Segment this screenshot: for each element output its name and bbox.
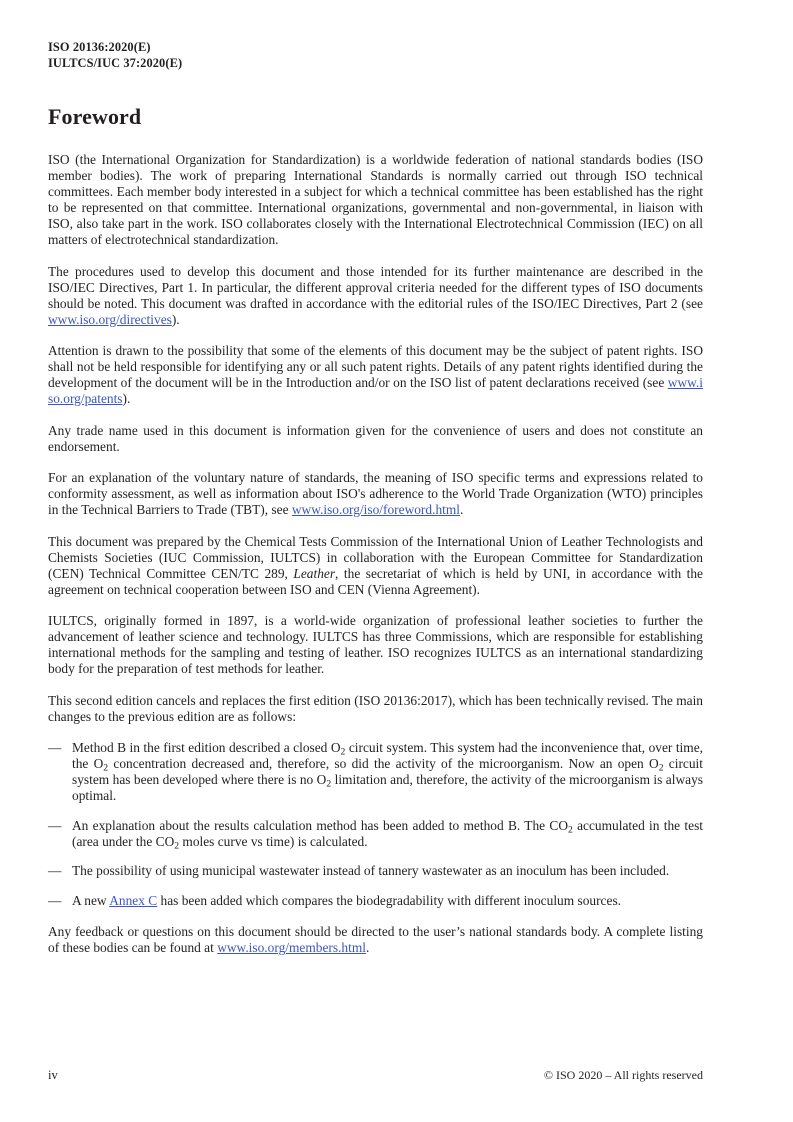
document-header [48,40,708,71]
changes-list [48,740,703,909]
paragraph-patent-rights [48,343,703,407]
paragraph-patent-rights-tail: ). [122,391,131,406]
paragraph-preparation-committee-tail: , the secretariat of which is held by UNI, in accordance with the agreement on technical cooperation between ISO and CEN (Vienna Agreement). [48,565,703,597]
em-dash-bullet-icon: — [48,863,62,878]
page-number: iv [48,1068,58,1082]
change-item-1-s1: Method B in the first edition described a closed O [72,740,341,755]
document-body [48,104,703,956]
change-item-2-s1: An explanation about the results calculation method has been added to method B. The CO [72,817,568,833]
paragraph-voluntary-nature [48,470,703,518]
paragraph-feedback-tail: . [365,940,370,955]
paragraph-iso-description: ISO (the International Organization for Standardization) is a worldwide federation of national standards bodies (ISO member bodies). The work of preparing International Standards is normally carried out through ISO technical committees. Each member body interested in a subject for which a technical committee has been established has the right to be represented on that committee. International organizations, governmental and non-governmental, in liaison with ISO, also take part in the work. ISO collaborates closely with the International Electrotechnical Commission (IEC) on all matters of electrotechnical standardization. [48,152,703,247]
subscript: 2 [103,762,109,774]
link-iso-foreword[interactable]: www.iso.org/iso/foreword.html [291,502,460,517]
subscript: 2 [174,840,180,852]
em-dash-bullet-icon: — [48,892,62,908]
paragraph-voluntary-nature-text: For an explanation of the voluntary nature of standards, the meaning of ISO specific terms and expressions related to conformity assessment, as well as information about ISO's adherence to the World Trade Organization (WTO) principles in the Technical Barriers to Trade (TBT), see [48,470,703,517]
em-dash-bullet-icon: — [48,740,62,755]
change-item-1-s2: circuit system. This system had the inconvenience that, over time, the O [72,740,703,771]
link-iso-patents[interactable]: www.iso.org/patents [48,375,703,406]
list-item [48,740,703,804]
subscript: 2 [568,824,573,836]
paragraph-procedures-tail: ). [171,311,180,327]
change-item-4-s1: A new [72,892,110,908]
change-item-1-s3: concentration decreased and, therefore, so did the activity of the microorganism. Now an open O [108,756,659,771]
copyright-notice: © ISO 2020 – All rights reserved [543,1068,703,1082]
paragraph-preparation-committee [48,534,703,598]
paragraph-procedures [48,264,703,328]
link-annex-c[interactable]: Annex C [109,892,158,908]
list-item [48,818,703,850]
list-item [48,893,703,909]
subscript: 2 [340,746,346,758]
link-iso-members[interactable]: www.iso.org/members.html [217,940,366,955]
list-item [48,863,703,879]
header-iultcs-number: IULTCS/IUC 37:2020(E) [48,55,183,70]
subscript: 2 [658,762,664,774]
header-standard-number: ISO 20136:2020(E) [48,40,151,54]
subscript: 2 [326,778,332,790]
paragraph-feedback [48,924,703,956]
paragraph-patent-rights-text: Attention is drawn to the possibility that some of the elements of this document may be the subject of patent rights. ISO shall not be held responsible for identifying any or all such patent rights. Details of any patent rights identified during the development of the document will be in the Introduction and/or on the ISO list of patent declarations received (see [48,343,703,390]
change-item-3-s1: The possibility of using municipal wastewater instead of tannery wastewater as an inoculum has been included. [72,863,670,878]
committee-title-italic: Leather [293,565,336,581]
paragraph-procedures-text: The procedures used to develop this document and those intended for its further maintenance are described in the ISO/IEC Directives, Part 1. In particular, the different approval criteria needed for the different types of ISO documents should be noted. This document was drafted in accordance with the editorial rules of the ISO/IEC Directives, Part 2 (see [48,263,703,311]
page-footer [48,1068,703,1083]
page-title: Foreword [48,104,142,129]
paragraph-feedback-text: Any feedback or questions on this document should be directed to the user’s national standards body. A complete listing of these bodies can be found at [48,924,703,955]
change-item-1-s4: circuit system has been developed where there is no O [72,756,703,787]
change-item-1-s5: limitation and, therefore, the activity of the microorganism is always optimal. [72,772,703,803]
paragraph-second-edition: This second edition cancels and replaces the first edition (ISO 20136:2017), which has been technically revised. The main changes to the previous edition are as follows: [48,692,703,724]
paragraph-voluntary-nature-tail: . [460,502,464,517]
change-item-2-s3: moles curve vs time) is calculated. [179,833,368,849]
paragraph-trade-name: Any trade name used in this document is information given for the convenience of users and does not constitute an endorsement. [48,422,703,454]
paragraph-preparation-committee-text: This document was prepared by the Chemical Tests Commission of the International Union of Leather Technologists and Chemists Societies (IUC Commission, IULTCS) in collaboration with the European Committee for Standardization (CEN) Technical Committee CEN/TC 289, [48,533,703,581]
change-item-2-s2: accumulated in the test (area under the CO [72,817,703,849]
link-iso-directives[interactable]: www.iso.org/directives [48,311,172,327]
em-dash-bullet-icon: — [48,817,62,833]
change-item-4-s2: has been added which compares the biodegradability with different inoculum sources. [157,892,622,908]
paragraph-iultcs-history: IULTCS, originally formed in 1897, is a world-wide organization of professional leather societies to further the advancement of leather science and technology. IULTCS has three Commissions, which are responsible for establishing international methods for the sampling and testing of leather. ISO recognizes IULTCS as an international standardizing body for the preparation of test methods for leather. [48,613,703,676]
